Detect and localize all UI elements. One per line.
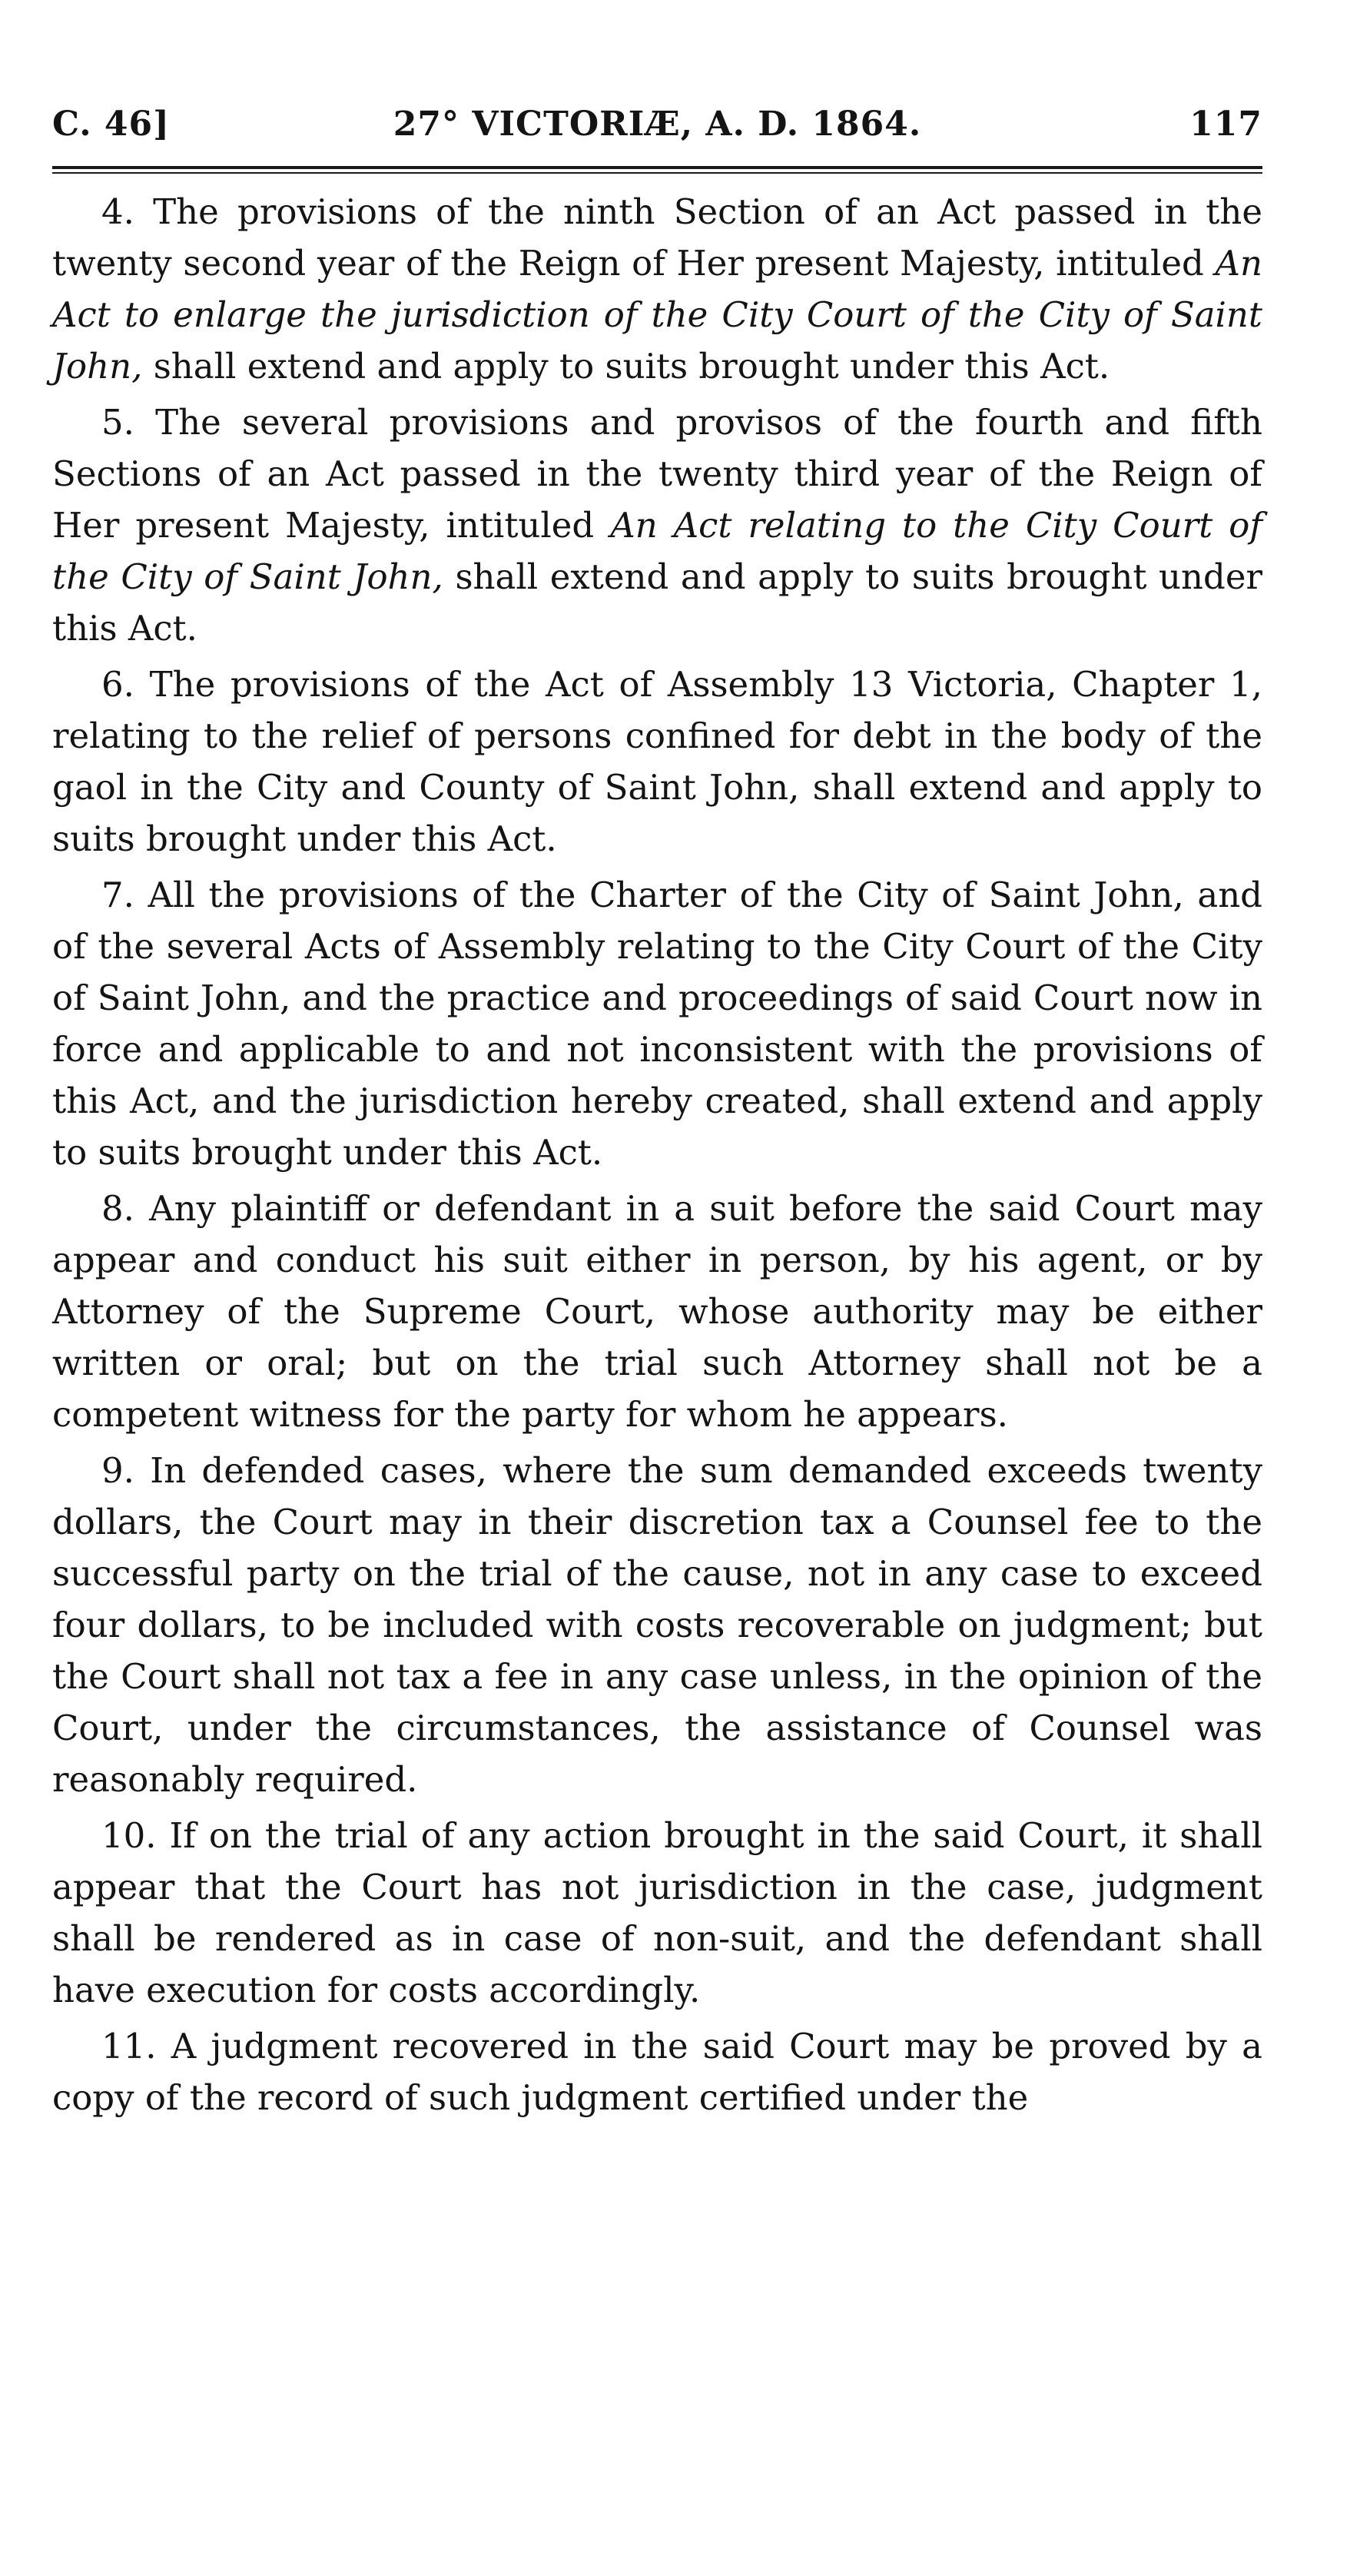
statute-body: [52, 186, 1262, 2123]
act-title: An Act to enlarge the jurisdiction of the City Court of the City of Saint John,: [52, 243, 1262, 387]
section-text: 5. The several provisions and provisos of the fourth and fifth Sections of an Act passed in the twenty third year of the Reign of Her present Majesty, intituled: [52, 402, 1262, 546]
section-4: [52, 186, 1262, 392]
section-text: 4. The provisions of the ninth Section of an Act passed in the twenty second year of the Reign of Her present Majesty, intituled: [52, 191, 1262, 284]
section-text: 7. All the provisions of the Charter of the City of Saint John, and of the several Acts of Assembly relating to the City Court of the City of Saint John, and the practice and proceedings of said Court now in force and applicable to and not inconsistent with the provisions of this Act, and the jurisdiction hereby created, shall extend and apply to suits brought under this Act.: [52, 875, 1262, 1173]
section-11: [52, 2020, 1262, 2123]
running-title: 27° VICTORIÆ, A. D. 1864.: [393, 105, 922, 144]
section-8: [52, 1183, 1262, 1440]
section-text-continued: shall extend and apply to suits brought under this Act.: [142, 346, 1110, 387]
section-text: 8. Any plaintiff or defendant in a suit before the said Court may appear and conduct his suit either in person, by his agent, or by Attorney of the Supreme Court, whose authority may be either written or oral; but on the trial such Attorney shall not be a competent witness for the party for whom he appears.: [52, 1188, 1262, 1435]
section-7: [52, 869, 1262, 1178]
chapter-reference: C. 46]: [52, 105, 170, 144]
header-rule-thin: [52, 172, 1262, 174]
section-text: 9. In defended cases, where the sum demanded exceeds twenty dollars, the Court may in their discretion tax a Counsel fee to the successful party on the trial of the cause, not in any case to exceed four dollars, to be included with costs recoverable on judgment; but the Court shall not tax a fee in any case unless, in the opinion of the Court, under the circumstances, the assistance of Counsel was reasonably required.: [52, 1450, 1262, 1800]
document-page: [52, 92, 1262, 2128]
page-number: 117: [1189, 105, 1262, 144]
section-text: 10. If on the trial of any action brought in the said Court, it shall appear that the Court has not jurisdiction in the case, judgment shall be rendered as in case of non-suit, and the defendant shall have execution for costs accordingly.: [52, 1815, 1262, 2010]
header-rule-thick: [52, 166, 1262, 169]
act-title: An Act relating to the City Court of the City of Saint John,: [52, 505, 1262, 597]
running-header: [52, 92, 1262, 161]
section-9: [52, 1445, 1262, 1805]
section-6: [52, 659, 1262, 865]
section-10: [52, 1810, 1262, 2016]
section-text: 11. A judgment recovered in the said Court may be proved by a copy of the record of such judgment certified under the: [52, 2026, 1262, 2118]
section-5: [52, 397, 1262, 654]
section-text: 6. The provisions of the Act of Assembly 13 Victoria, Chapter 1, relating to the relief of persons confined for debt in the body of the gaol in the City and County of Saint John, shall extend and apply to suits brought under this Act.: [52, 664, 1262, 859]
section-text-continued: shall extend and apply to suits brought under this Act.: [52, 556, 1262, 649]
